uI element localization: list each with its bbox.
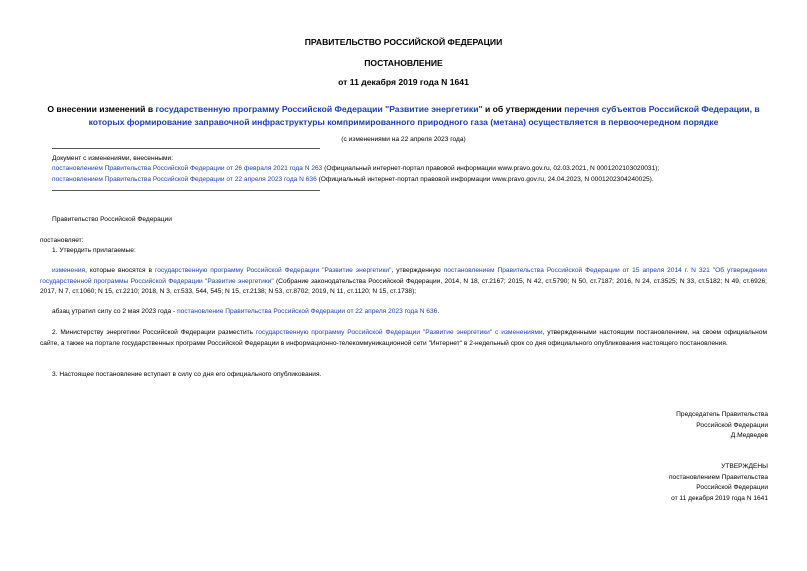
item-2-paragraph: [40, 328, 767, 349]
amendment-2-source: (Официальный интернет-портал правовой информации www.pravo.gov.ru, 24.04.2023, N 0001202304240025).: [316, 176, 654, 183]
item-1-paragraph: [40, 266, 767, 298]
text: 2. Министерству энергетики Российской Федерации разместить: [52, 329, 256, 336]
link-decree-636[interactable]: постановление Правительства Российской Федерации от 22 апреля 2023 года N 636: [177, 308, 438, 315]
link-changes[interactable]: изменения: [52, 267, 86, 274]
signature-block: [560, 410, 768, 442]
link-decree-321[interactable]: постановлением Правительства Российской Федерации от 15 апреля 2014 г. N 321 "Об утверждении государственной программы Российской Федерации "Развитие энергетики": [40, 267, 767, 285]
document-title: [40, 103, 767, 128]
title-link-program[interactable]: государственную программу Российской Федерации "Развитие энергетики": [155, 104, 483, 114]
document-type: ПОСТАНОВЛЕНИЕ: [364, 58, 443, 68]
signature-line-3: Д.Медведев: [730, 432, 768, 440]
divider-top: [52, 148, 320, 149]
item-3: 3. Настоящее постановление вступает в силу со дня его официального опубликования.: [52, 371, 322, 378]
approved-line-2: постановлением Правительства: [668, 473, 768, 481]
approved-line-3: Российской Федерации: [696, 484, 768, 492]
amended-note: (с изменениями на 22 апреля 2023 года): [341, 136, 466, 143]
amendment-2: [52, 175, 782, 186]
signature-line-1: Председатель Правительства: [676, 411, 768, 418]
amendment-1: [52, 164, 782, 175]
link-program[interactable]: государственную программу Российской Федерации "Развитие энергетики": [154, 267, 392, 274]
amendment-1-source: (Официальный интернет-портал правовой информации www.pravo.gov.ru, 02.03.2021, N 0001202103020031);: [322, 165, 660, 172]
government-rf: Правительство Российской Федерации: [52, 216, 172, 223]
title-text: О внесении изменений в: [47, 104, 156, 114]
item-1: 1. Утвердить прилагаемые:: [52, 247, 136, 254]
divider-bottom: [52, 190, 320, 191]
approved-line-1: УТВЕРЖДЕНЫ: [721, 463, 768, 470]
text: , утвержденную: [391, 267, 444, 274]
amendments-intro: Документ с изменениями, внесенными:: [52, 155, 174, 162]
government-heading: ПРАВИТЕЛЬСТВО РОССИЙСКОЙ ФЕДЕРАЦИИ: [304, 37, 503, 47]
amendment-2-link[interactable]: постановлением Правительства Российской Федерации от 22 апреля 2023 года N 636: [52, 176, 317, 183]
text: , которые вносятся в: [85, 267, 155, 274]
title-link-list[interactable]: перечня субъектов Российской Федерации, в которых формирование заправочной инфраструктуры компримированного природного газа (метана) осуществляется в первоочередном порядке: [88, 104, 760, 127]
decrees-label: постановляет:: [40, 237, 84, 244]
link-program-changes[interactable]: государственную программу Российской Федерации "Развитие энергетики" с изменениями: [256, 329, 543, 336]
text: , утвержденными настоящим постановлением, на своем официальном сайте, а также на портале государственных программ Российской Федерации в информационно-телекоммуникационной сети "Интернет" в 2-недельный срок со дня официального опубликования настоящего постановления.: [40, 329, 767, 347]
signature-line-2: Российской Федерации: [696, 421, 768, 429]
approved-block: [560, 462, 768, 504]
amendment-1-link[interactable]: постановлением Правительства Российской Федерации от 26 февраля 2021 года N 263: [52, 165, 323, 172]
approved-line-4: от 11 декабря 2019 года N 1641: [671, 494, 768, 502]
void-paragraph: [52, 307, 772, 318]
text: (Собрание законодательства Российской Федерации, 2014, N 18, ст.2167; 2015, N 42, ст.5790; N 50, ст.7187; 2016, N 24, ст.3525; N 33, ст.5182; N 49, ст.6926; 2017, N 7, ст.1060; N 15, ст.2210; 2018, N 3, ст.533, 544, 545; N 15, ст.2138; N 53, ст.8702; 2019, N 11, ст.1120; N 15, ст.1738);: [40, 277, 768, 296]
document-date-number: от 11 декабря 2019 года N 1641: [338, 77, 469, 87]
text: .: [437, 308, 440, 315]
title-text: и об утверждении: [482, 104, 565, 114]
text: абзац утратил силу со 2 мая 2023 года -: [52, 308, 178, 315]
